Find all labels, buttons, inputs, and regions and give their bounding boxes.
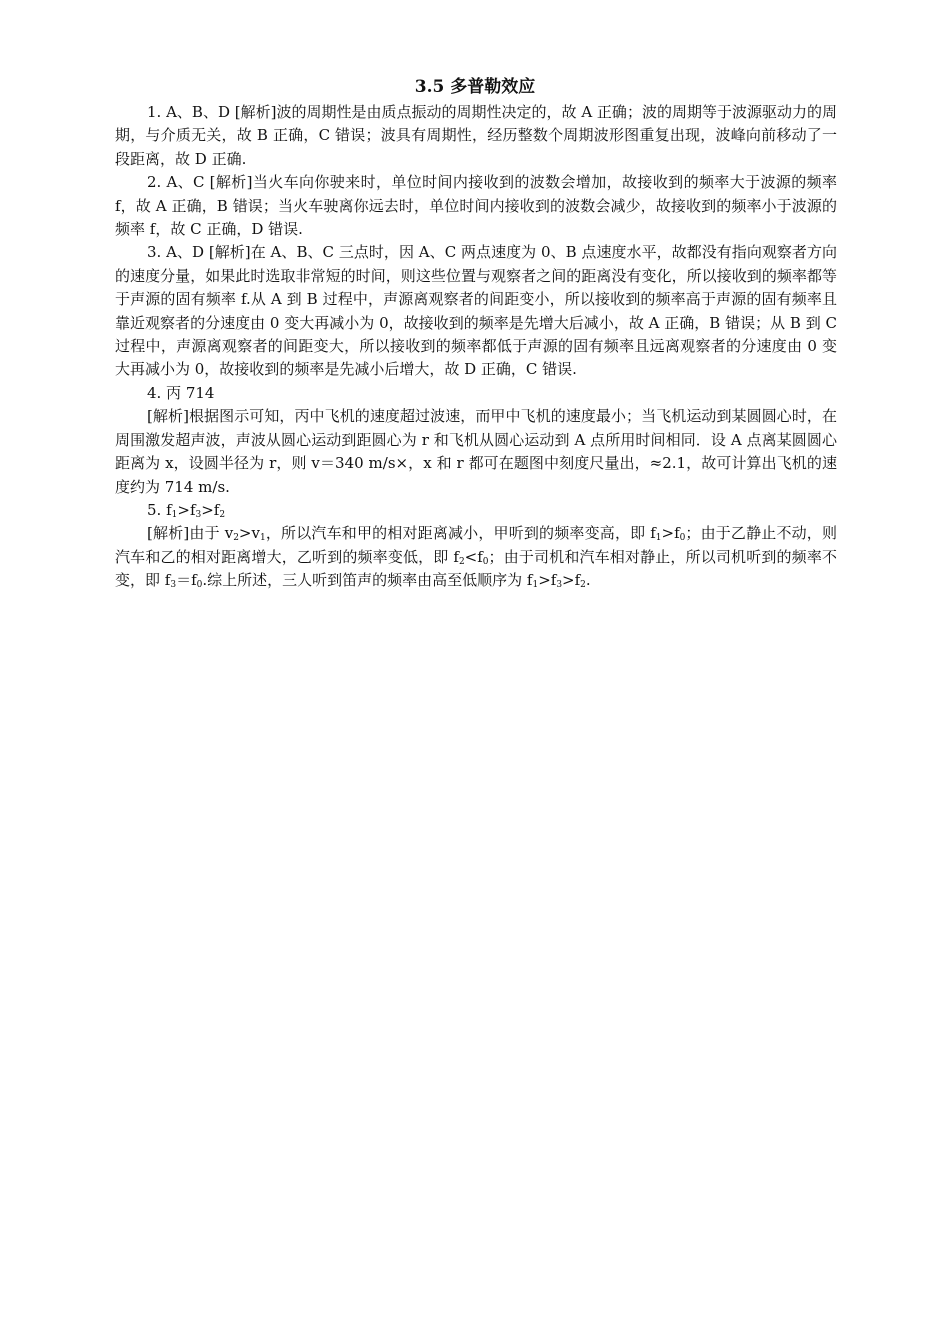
answer-3: 3. A、D [解析]在 A、B、C 三点时，因 A、C 两点速度为 0、B 点速度水平，故都没有指向观察者方向的速度分量，如果此时选取非常短的时间，则这些位置与观察者之间的距离没有变化，所以接收到的频率都等于声源的固有频率 f.从 A 到 B 过程中，声源离观察者的间距变小，所以接收到的频率高于声源的固有频率且靠近观察者的分速度由 0 变大再减小为 0，故接收到的频率是先增大后减小，故 A 正确，B 错误；从 B 到 C 过程中，声源离观察者的间距变大，所以接收到的频率都低于声源的固有频率且远离观察者的分速度由 0 变大再减小为 0，故接收到的频率是先减小后增大，故 D 正确，C 错误.: [115, 243, 837, 379]
answer-4: 4. 丙 714: [147, 383, 215, 402]
answer-content: [115, 101, 837, 593]
answer-5: 5. $f_1>f_3>f_2$: [147, 500, 226, 520]
answer-5-analysis: [解析]由于 $v_2>v_1$，所以汽车和甲的相对距离减小，甲听到的频率变高，即 $f_1>f_0$；由于乙静止不动，则汽车和乙的相对距离增大，乙听到的频率变低，即 $f_2<f_0$；由于司机和汽车相对静止，所以司机听到的频率不变，即 $f_3=f_0$.综上所述，三人听到笛声的频率由高至低顺序为 $f_1>f_3>f_2$.: [115, 524, 837, 591]
answer-1: 1. A、B、D [解析]波的周期性是由质点振动的周期性决定的，故 A 正确；波的周期等于波源驱动力的周期，与介质无关，故 B 正确，C 错误；波具有周期性，经历整数个周期波形图重复出现，波峰向前移动了一段距离，故 D 正确.: [115, 103, 837, 168]
answer-2: 2. A、C [解析]当火车向你驶来时，单位时间内接收到的波数会增加，故接收到的频率大于波源的频率 f，故 A 正确，B 错误；当火车驶离你远去时，单位时间内接收到的波数会减少，故接收到的频率小于波源的频率 f，故 C 正确，D 错误.: [115, 173, 837, 239]
page-title: 3.5 多普勒效应: [414, 77, 536, 97]
answer-4-analysis: [解析]根据图示可知，丙中飞机的速度超过波速，而甲中飞机的速度最小；当飞机运动到某圆圆心时，在周围激发超声波，声波从圆心运动到距圆心为 r 和飞机从圆心运动到 A 点所用时间相同．设 A 点离某圆圆心距离为 x，设圆半径为 r，则 v＝340 m/s×，x 和 r 都可在题图中刻度尺量出，≈2.1，故可计算出飞机的速度约为 714 m/s.: [115, 407, 837, 496]
